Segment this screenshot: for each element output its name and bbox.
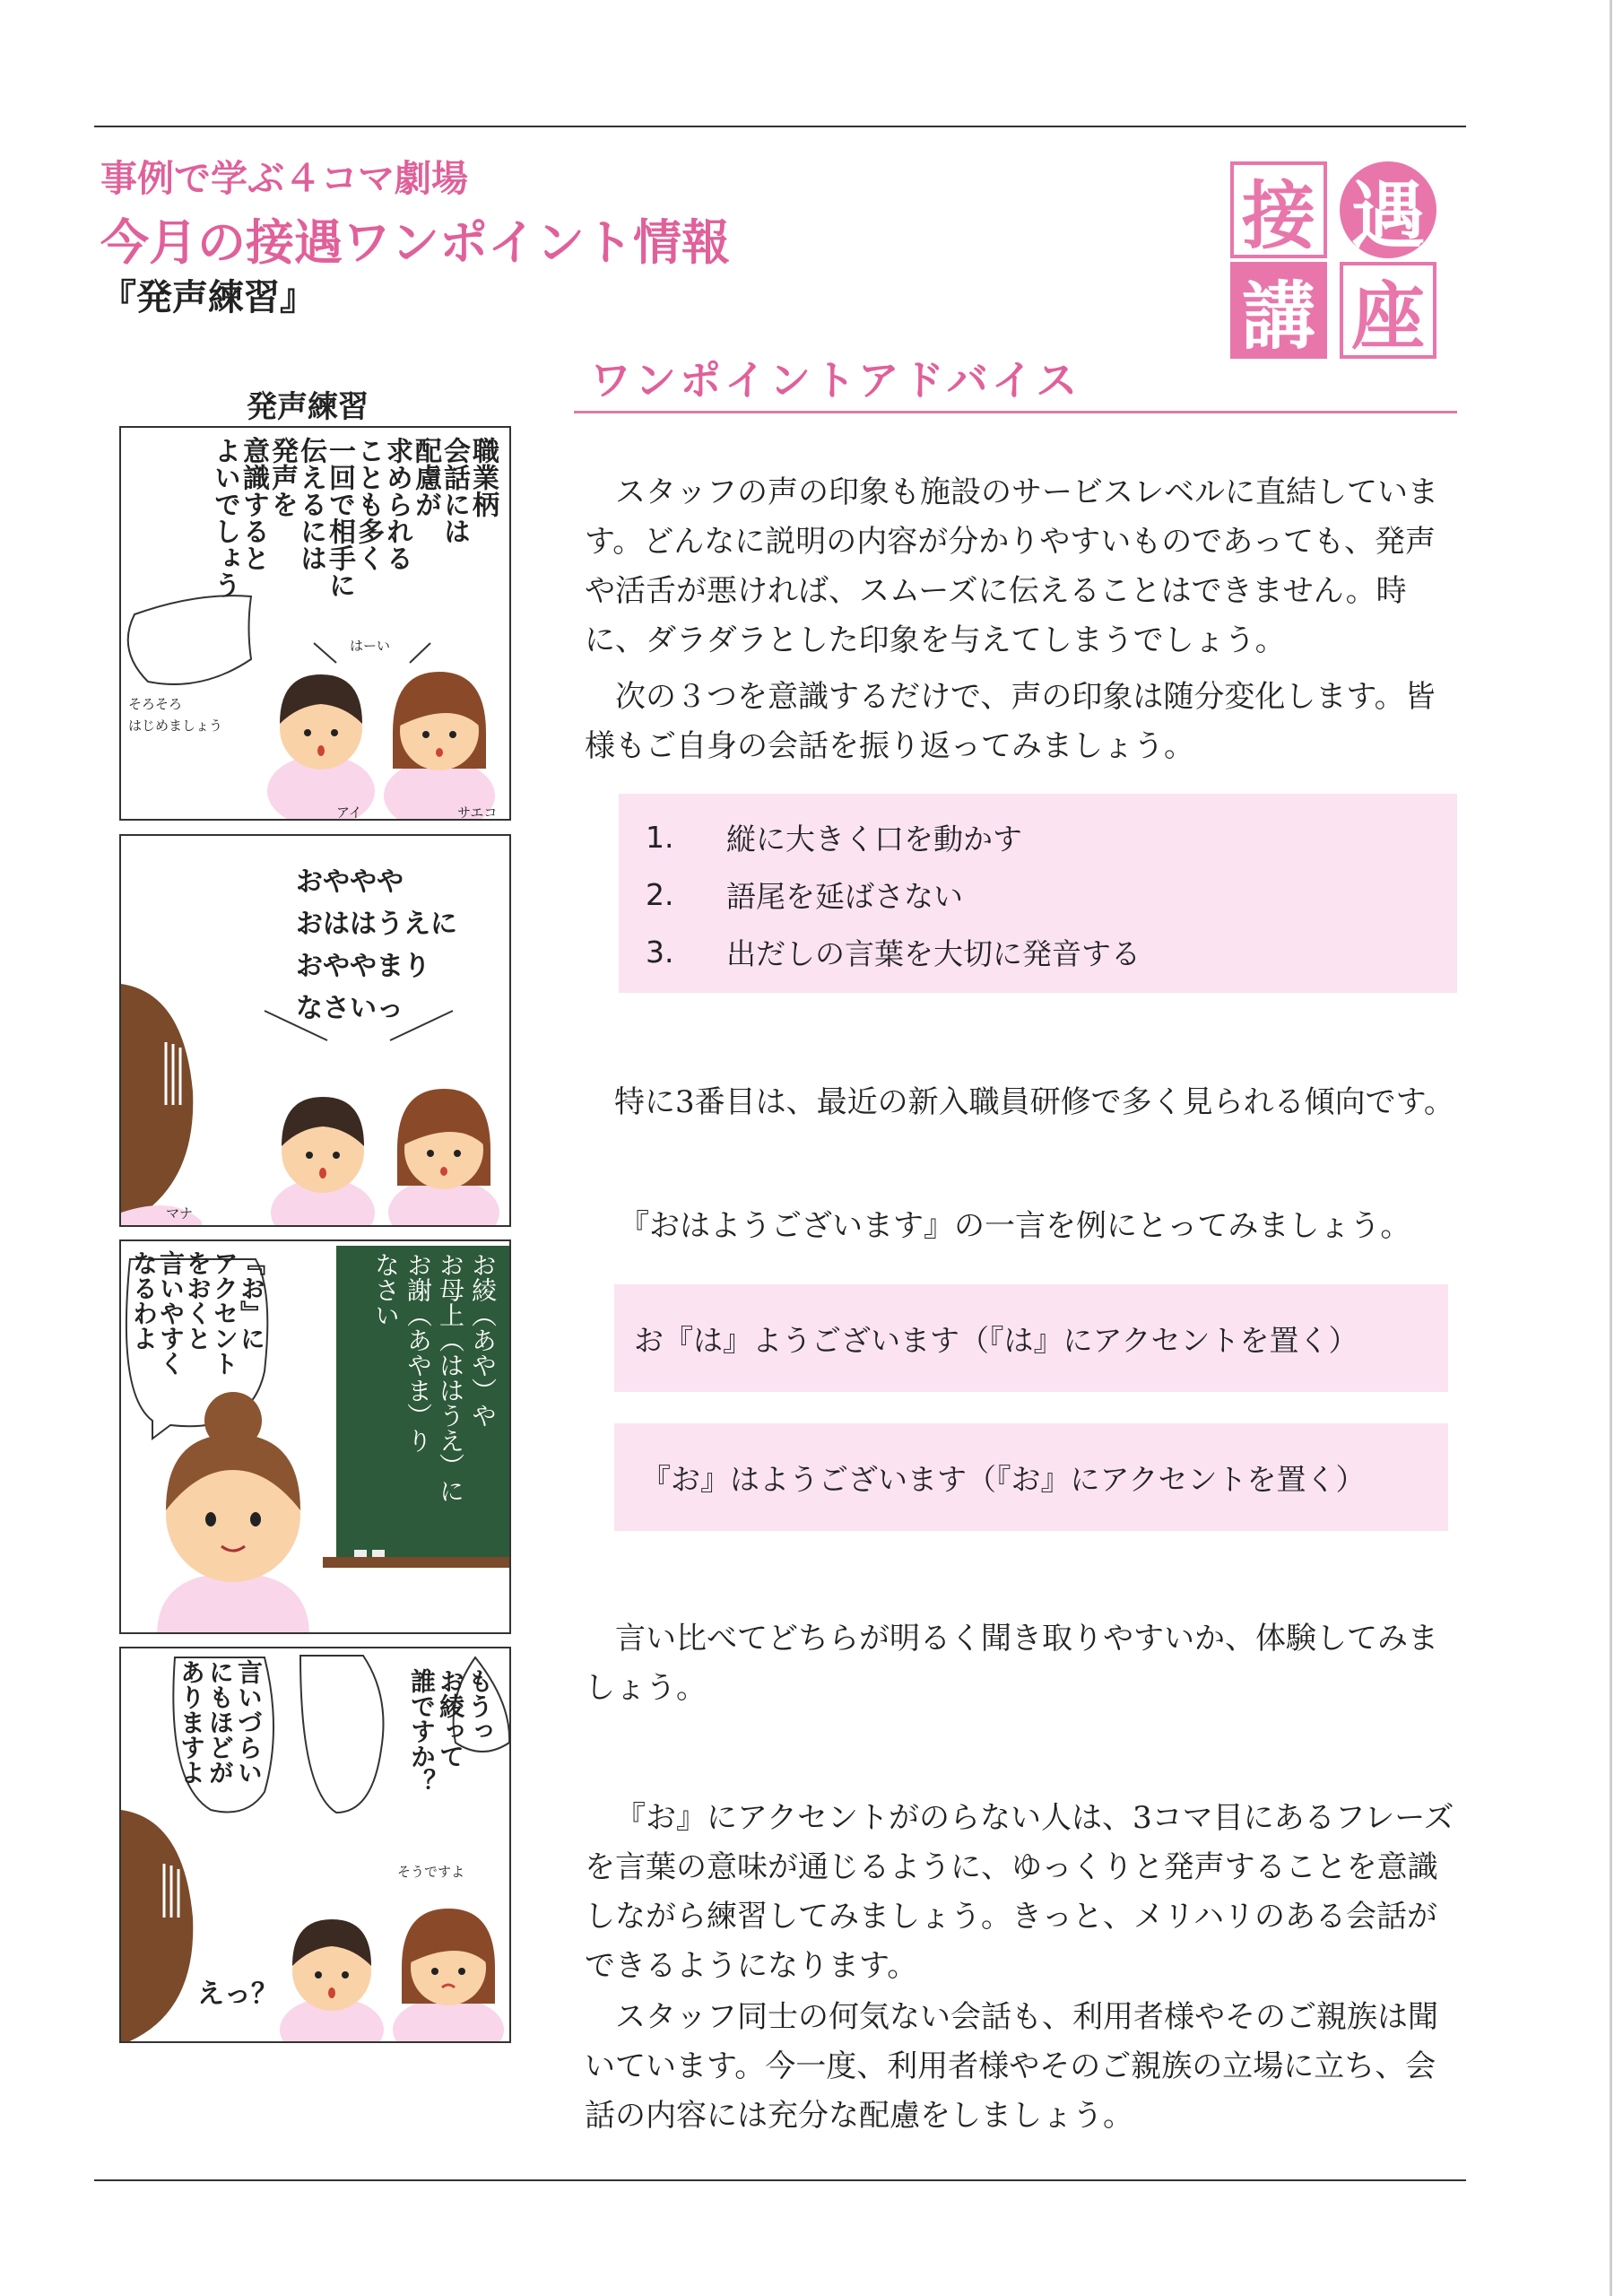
advice-underline [574,411,1457,413]
header-theme: 『発声練習』 [100,277,316,318]
name-label-ai: アイ [336,804,362,821]
paragraph-5: 言い比べてどちらが明るく聞き取りやすいか、体験してみましょう。 [585,1621,1438,1706]
character-mana [121,984,202,1227]
list-item [646,808,1457,865]
emphasis-line [410,643,430,663]
panel-4-speech-right: もうっ お綾って 誰ですか？ [407,1668,494,1794]
character-mana [157,1392,309,1634]
example-box-1: お『は』ようございます（『は』にアクセントを置く） [614,1284,1448,1392]
header-subtitle: 事例で学ぶ４コマ劇場 [100,157,468,200]
example-box-2: 『お』はようございます（『お』にアクセントを置く） [614,1423,1448,1531]
character-ai [271,1097,375,1227]
list-text: 語尾を延ばさない [726,878,963,914]
chalkboard-text: お綾（あや）や お母上（ははうえ）に お謝（あやま）り なさい [371,1252,498,1503]
comic-panel-2 [119,834,511,1227]
logo-char-3: 講 [1230,262,1327,359]
comic-title: 発声練習 [247,389,369,425]
list-item [646,865,1457,923]
list-number: 2. [646,876,674,912]
panel-1-narration: 職業柄 会話には 配慮が 求められる ことも多く 一回で相手に 伝えるには 発声を 意識すると よいでしょう [209,437,499,598]
character-saeko [393,1909,504,2043]
paragraph-4: 『おはようございます』の一言を例にとってみましょう。 [619,1208,1411,1244]
character-ai [280,1919,384,2043]
panel-1-reply: はーい [350,638,391,654]
list-item [646,923,1457,980]
character-saeko [388,1089,499,1227]
bottom-rule [94,2179,1466,2181]
paragraph-2: 次の３つを意識するだけで、声の印象は随分変化します。皆様もご自身の会話を振り返ってみましょう。 [585,679,1436,764]
header-title: 今月の接遇ワンポイント情報 [100,214,730,271]
comic-panel-4 [119,1647,511,2043]
panel-3-speech: 『お』に アクセント をおくと 言いやすく なるわよ [129,1250,266,1376]
comic-panel-3 [119,1239,511,1634]
panel-1-speech: そろそろ はじめましょう [128,696,223,734]
character-ai [267,674,375,821]
speech-bubble-right [300,1656,384,1813]
comic-panel-1 [119,426,511,821]
top-rule [94,126,1466,127]
chalk [354,1550,367,1557]
emphasis-line [314,643,336,663]
logo-seminar [1230,161,1438,359]
paragraph-7: スタッフ同士の何気ない会話も、利用者様やそのご親族は聞いています。今一度、利用者様やそのご親族の立場に立ち、会話の内容には充分な配慮をしましょう。 [585,1999,1438,2134]
list-text: 縦に大きく口を動かす [726,821,1022,857]
name-label-saeko: サエコ [457,804,498,821]
character-saeko [384,672,498,821]
logo-char-4: 座 [1340,262,1436,359]
paragraph-3: 特に3番目は、最近の新入職員研修で多く見られる傾向です。 [614,1084,1454,1120]
panel-2-speech: おややや おははうえに おややまり なさいっ [296,866,457,1024]
panel-4-reaction: えっ？ [197,1979,278,2010]
logo-char-2: 遇 [1340,161,1436,258]
panel-4-aside: そうですよ [397,1864,465,1880]
paragraph-6: 『お』にアクセントがのらない人は、3コマ目にあるフレーズを言葉の意味が通じるように、ゆっくりと発声することを意識しながら練習してみましょう。きっと、メリハリのある会話ができるようになります。 [585,1800,1454,1984]
advice-heading: ワンポイントアドバイス [590,356,1081,404]
logo-char-1: 接 [1230,161,1327,258]
tips-list [619,794,1457,993]
name-label-mana: マナ [166,1205,194,1222]
character-mana [121,1810,193,2043]
list-number: 3. [646,934,674,970]
list-text: 出だしの言葉を大切に発音する [726,935,1141,971]
chalk-ledge [323,1557,511,1568]
chalk [372,1550,385,1557]
paragraph-1: スタッフの声の印象も施設のサービスレベルに直結しています。どんなに説明の内容が分かりやすいものであっても、発声や活舌が悪ければ、スムーズに伝えることはできません。時に、ダラダラとした印象を与えてしまうでしょう。 [585,474,1438,658]
list-number: 1. [646,819,674,855]
panel-4-speech-left: 言いづらい にもほどが ありますよ [177,1659,264,1785]
scan-edge [1610,0,1612,2296]
